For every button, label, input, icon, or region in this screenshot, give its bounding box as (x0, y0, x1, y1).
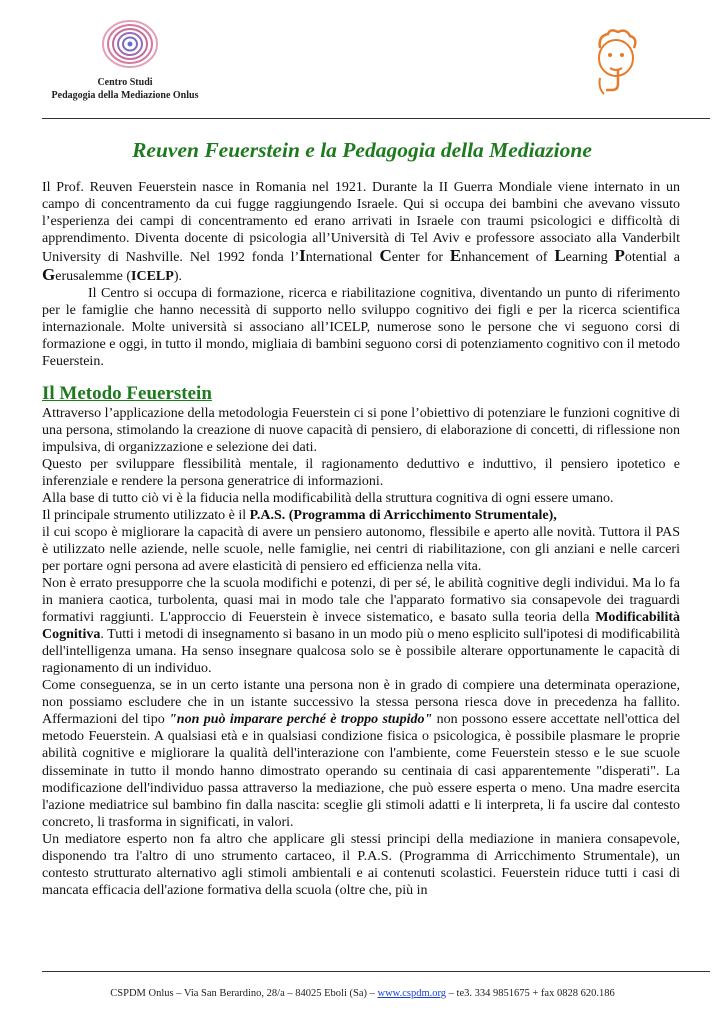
p7-text-end: non possono essere accettate nell'ottica del metodo Feuerstein. A qualsiasi età e in qualsiasi condizione fisica o psicologica, è possibile plasmare le proprie abilità cognitive e migliorare la qualità dell'interazione con l'ambiente, come Feuerstein stesso e le sue scuole disseminate in tutto il mondo hanno dimostrato operando su centinaia di casi apparentemente "disperati". La modificazione dell'individuo passa attraverso la mediazione, che può essere esperta o meno. Una madre esercita l'azione mediatrice sul bambino fin dalla nascita: sceglie gli stimoli adatti e li interpreta, li fa uscire dal contesto concreto, li trasforma in significati, in valori. (42, 712, 680, 830)
header-divider (42, 118, 710, 119)
quoted-statement: "non può imparare perché è troppo stupido" (169, 712, 433, 728)
page-title: Reuven Feuerstein e la Pedagogia della Mediazione (132, 138, 592, 162)
article-body (42, 179, 680, 899)
method-paragraph-1: Attraverso l’applicazione della metodologia Feuerstein ci si pone l’obiettivo di potenziare le funzioni cognitive di una persona, stimolando la creazione di nuove capacità di pensiero, di elaborazione di concetti, di riflessione non impulsiva, di organizzazione e selezione dei dati. (42, 405, 680, 455)
method-paragraph-3: Alla base di tutto ciò vi è la fiducia nella modificabilità della struttura cognitiva di ogni essere umano. (42, 490, 614, 506)
method-paragraph-2: Questo per sviluppare flessibilità mentale, il ragionamento deduttivo e induttivo, il pensiero ipotetico e inferenziale e rendere la persona generatrice di informazioni. (42, 456, 680, 489)
method-paragraph-6 (42, 575, 680, 677)
icelp-cap-e: E (449, 246, 462, 266)
organization-name (30, 76, 220, 102)
icelp-word-e: nhancement of (461, 250, 555, 266)
icelp-cap-p: P (614, 246, 625, 266)
icelp-word-p: otential a (624, 250, 681, 266)
intro-text: Il Prof. Reuven Feuerstein nasce in Romania nel 1921. Durante la II Guerra Mondiale viene internato in un campo di concentramento da cui fugge raggiungendo Israele. Qui si occupa dei bambini che avevano vissuto l’esperienza dei campi di concentramento ed erano arrivati in Israele con traumi psicologici e difficoltà di apprendimento. Diventa docente di psicologia all’Università di Tel Aviv e professore associato alla Vanderbilt University di Nashville. Nel 1992 fonda l’ (42, 180, 680, 266)
section-heading: Il Metodo Feuerstein (42, 382, 212, 404)
icelp-word-c: enter for (391, 250, 450, 266)
thinking-child-icon (588, 28, 644, 98)
footer-contacts: – te3. 334 9851675 + fax 0828 620.186 (446, 988, 615, 999)
p6-text-start: Non è errato presupporre che la scuola modifichi e potenzi, di per sé, le abilità cognitive degli individui. Ma lo fa in maniera caotica, turbolenta, quasi mai in modo tale che l'apparato formativo sia consapevole dei traguardi formativi raggiunti. L'approccio di Feuerstein è invece sistematico, e basato sulla teoria della (42, 575, 680, 626)
page-header (0, 0, 725, 120)
icelp-cap-c: C (379, 246, 392, 266)
icelp-word-i: nternational (305, 250, 380, 266)
icelp-word-g: erusalemme ( (55, 269, 132, 285)
footer-address: CSPDM Onlus – Via San Berardino, 28/a – 84025 Eboli (Sa) – (110, 988, 378, 999)
website-link[interactable]: www.cspdm.org (377, 988, 447, 999)
page-footer (0, 988, 725, 999)
method-paragraph-5: il cui scopo è migliorare la capacità di avere un pensiero autonomo, flessibile e aperto alle novità. Tuttora il PAS è utilizzato nelle aziende, nelle scuole, nelle famiglie, nei centri di riabilitazione, con gli anziani e nelle carceri per portare ogni persona ad avere elasticità di pensiero ed efficienza nella vita. (42, 524, 680, 574)
spiral-logo-icon (100, 18, 160, 70)
icelp-word-l: earning (565, 250, 615, 266)
pas-name: P.A.S. (Programma di Arricchimento Strumentale), (249, 507, 557, 523)
icelp-cap-g: G (42, 265, 56, 285)
icelp-cap-l: L (554, 246, 566, 266)
intro-paragraph (42, 179, 680, 285)
icelp-tail: ). (173, 269, 182, 285)
p6-text-end: . Tutti i metodi di insegnamento si basano in un modo più o meno esplicito sull'ipotesi di modificabilità dell'intelligenza umana. Ha senso insegnare qualcosa solo se è possibile alterare opportunamente le capacità di ragionamento di un individuo. (42, 627, 680, 677)
pas-intro-text: Il principale strumento utilizzato è il (42, 507, 250, 523)
method-paragraph-7 (42, 677, 680, 830)
method-paragraph-8: Un mediatore esperto non fa altro che applicare gli stessi principi della mediazione in maniera consapevole, disponendo tra l'altro di uno strumento cartaceo, il P.A.S. (Programma di Arricchimento Strumentale), un contesto strutturato alternativo agli stimoli ambientali e ai contenuti scolastici. Feuerstein riduce tutti i casi di mancata efficacia dell'azione formativa della scuola (oltre che, più in (42, 831, 680, 898)
intro-paragraph-2: Il Centro si occupa di formazione, ricerca e riabilitazione cognitiva, diventando un punto di riferimento per le famiglie che hanno necessità di supporto nello sviluppo cognitivo dei figli e per la ricerca scientifica internazionale. Molte università si associano all’ICELP, numerose sono le persone che vi seguono corsi di formazione e oggi, in tutto il mondo, migliaia di bambini seguono corsi di potenziamento cognitivo con il metodo Feuerstein. (42, 286, 680, 370)
footer-divider (42, 971, 710, 972)
org-line-1: Centro Studi (97, 77, 153, 88)
org-line-2: Pedagogia della Mediazione Onlus (51, 90, 199, 101)
p7-text-start: Come conseguenza, se in un certo istante una persona non è in grado di compiere una determinata operazione, non possiamo escludere che in un istante successivo la stessa persona riesca dove in precedenza ha fallito. Affermazioni del tipo (42, 678, 680, 728)
method-paragraph-4 (42, 507, 680, 524)
icelp-abbreviation: ICELP (131, 269, 174, 285)
modificabilita-cognitiva: Modificabilità Cognitiva (42, 610, 680, 643)
icelp-cap-i: I (299, 246, 306, 266)
